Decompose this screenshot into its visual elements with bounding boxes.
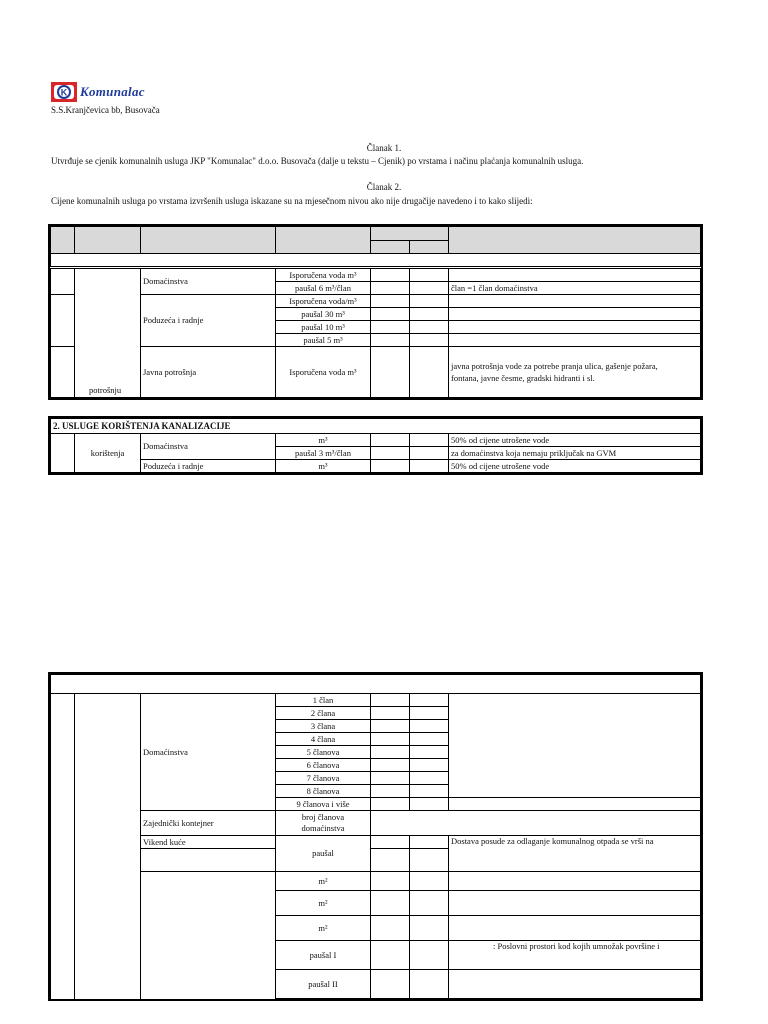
note-cell: za domaćinstva koja nemaju priključak na GVM [449,447,701,460]
unit-cell: paušal 30 m³ [276,308,371,321]
koristenja-label: korištenja [75,434,141,473]
logo-text: Komunalac [80,84,145,99]
zajednicki-label: Zajednički kontejner [141,811,276,836]
domacinstva-label: Domaćinstva [141,269,276,295]
note-cell: 50% od cijene utrošene vode [449,434,701,447]
member-cell: 5 članova [276,746,371,759]
unit-cell: paušal I [276,941,371,970]
member-cell: 4 člana [276,733,371,746]
note-cell: 50% od cijene utrošene vode [449,460,701,473]
article-1-title: Članak 1. [366,143,402,153]
note-cell: javna potrošnja vode za potrebe pranja ulica, gašenje požara, fontana, javne česme, gradski hidranti i sl. [449,347,701,398]
domacinstva-label: Domaćinstva [141,434,276,460]
poduzeca-label: Poduzeća i radnje [141,460,276,473]
note-cell: : Poslovni prostori kod kojih umnožak površine i [449,941,701,970]
unit-cell: paušal 3 m³/član [276,447,371,460]
unit-cell: m² [276,916,371,941]
waste-table [50,674,701,999]
domacinstva-label: Domaćinstva [141,694,276,811]
table-row [51,872,701,891]
sewer-section-title: 2. USLUGE KORIŠTENJA KANALIZACIJE [51,419,701,434]
unit-cell: paušal 10 m³ [276,321,371,334]
javna-label: Javna potrošnja [141,347,276,398]
poduzeca-label: Poduzeća i radnje [141,295,276,347]
table-row [51,836,701,849]
member-cell: 8 članova [276,785,371,798]
table-row [51,295,701,308]
member-cell: 9 članova i više [276,798,371,811]
table-row [51,347,701,398]
unit-cell: paušal 5 m³ [276,334,371,347]
unit-cell: m² [276,872,371,891]
article-2-text: Cijene komunalnih usluga po vrstama izvršenih usluga iskazane su na mjesečnom nivou ako nije drugačije navedeno i to kako slijedi: [51,196,533,206]
article-1-text: Utvrđuje se cjenik komunalnih usluga JKP "Komunalac" d.o.o. Busovača (dalje u tekstu – Cjenik) po vrstama i načinu plaćanja komunalnih usluga. [51,156,584,166]
member-cell: 2 člana [276,707,371,720]
unit-cell: paušal 6 m³/član [276,282,371,295]
unit-cell: paušal II [276,970,371,999]
unit-cell: m² [276,891,371,916]
unit-cell: Isporučena voda m³ [276,269,371,282]
note-cell: član =1 član domaćinstva [449,282,701,295]
komunalac-logo-icon [51,82,77,102]
member-cell: 1 član [276,694,371,707]
article-2-title: Članak 2. [366,182,402,192]
member-cell: 3 člana [276,720,371,733]
member-cell: 7 članova [276,772,371,785]
svg-text:K: K [60,87,68,98]
potrosnju-label: potrošnju [89,385,122,395]
company-address: S.S.Kranjčevica bb, Busovača [51,105,160,115]
water-header-row [51,227,701,241]
table-row [51,811,701,836]
table-row [51,694,701,707]
broj-clanova-cell: broj članova domaćinstva [276,811,371,836]
water-table [50,226,701,398]
member-cell: 6 članova [276,759,371,772]
unit-cell: paušal [276,836,371,872]
unit-cell: Isporučena voda/m³ [276,295,371,308]
vikend-label: Vikend kuće [141,836,276,849]
sewer-table [50,418,701,473]
note-cell: Dostava posude za odlaganje komunalnog otpada se vrši na [449,836,701,872]
unit-cell: Isporučena voda m³ [276,347,371,398]
unit-cell: m³ [276,434,371,447]
table-row [51,269,701,282]
unit-cell: m³ [276,460,371,473]
table-row [51,460,701,473]
table-row [51,434,701,447]
